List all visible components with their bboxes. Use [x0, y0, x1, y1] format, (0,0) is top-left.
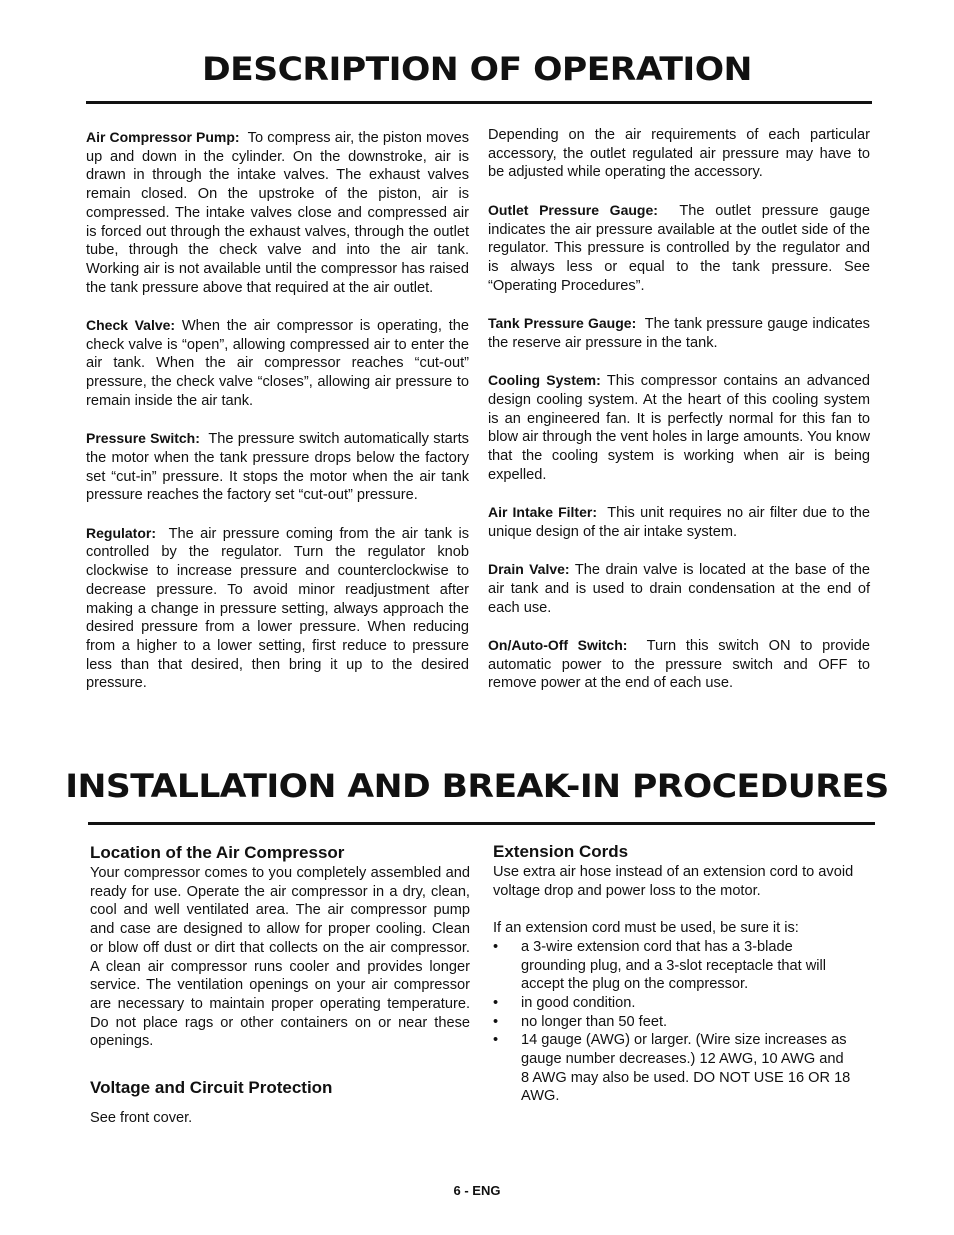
paragraph-text: The drain valve is located at the base of the air tank and is used to drain condensation at the end of each use. — [488, 562, 871, 616]
term-label: Air Intake Filter: — [488, 504, 597, 520]
paragraph-text: The air pressure coming from the air tank is controlled by the regulator. Turn the regulator knob clockwise to increase pressure and counterclockwise to decrease pressure. To avoid minor readjustment after making a change in pressure setting, always approach the desired pressure from a lower pressure. When reducing from a higher to a lower setting, first reduce to pressure less than that desired, then bring it up to the desired pressure. — [86, 525, 469, 692]
list-item — [493, 994, 855, 1013]
paragraph-voltage: See front cover. — [90, 1110, 193, 1127]
paragraph-extension-lead: If an extension cord must be used, be sure it is: — [493, 920, 799, 937]
term-label: Check Valve: — [86, 317, 176, 334]
bullet-marker: • — [493, 1032, 499, 1049]
list-item — [493, 1031, 855, 1106]
term-label: On/Auto-Off Switch: — [488, 636, 628, 653]
heading-location: Location of the Air Compressor — [90, 843, 345, 862]
paragraph-outlet-pressure-gauge — [488, 201, 870, 296]
term-label: Cooling System: — [488, 372, 601, 389]
operation-right-column — [488, 126, 870, 693]
installation-left-column — [90, 842, 470, 1128]
paragraph-drain-valve — [488, 560, 870, 617]
paragraph-location: Your compressor comes to you completely assembled and ready for use. Operate the air compressor in a dry, clean, cool and well ventilated area. The air compressor pump and case are designed to allow for proper cooling. Clean or blow off dust or dirt that collects on the air compressor. A clean air compressor runs cooler and provides longer service. The ventilation openings on your air compressor are necessary to maintain proper operating temperature. Do not place rags or other containers on or near these openings. — [90, 865, 470, 1050]
paragraph-text: The pressure switch automatically starts the motor when the tank pressure drops below the factory set “cut-in” pressure. It stops the motor when the air tank pressure reaches the factory set “cut-out” pressure. — [86, 431, 469, 504]
section-title-description-of-operation: DESCRIPTION OF OPERATION — [202, 50, 752, 88]
term-label: Outlet Pressure Gauge: — [488, 201, 658, 218]
paragraph-text: The outlet pressure gauge indicates the air pressure available at the outlet side of the regulator. This pressure is controlled by the regulator and is always less or equal to the tank pressure. See “Operating Procedures”. — [488, 202, 870, 294]
paragraph-tank-pressure-gauge — [488, 314, 870, 352]
paragraph-regulator — [86, 524, 469, 693]
paragraph-air-intake-filter — [488, 503, 870, 541]
bullet-marker: • — [493, 938, 499, 955]
paragraph-text: This unit requires no air filter due to the unique design of the air intake system. — [488, 505, 870, 540]
list-item-text: in good condition. — [521, 994, 636, 1011]
paragraph-text: The tank pressure gauge indicates the reserve air pressure in the tank. — [488, 316, 870, 351]
heading-extension-cords: Extension Cords — [493, 842, 629, 861]
bullet-marker: • — [493, 994, 499, 1011]
term-label: Tank Pressure Gauge: — [488, 315, 637, 331]
list-item-text: no longer than 50 feet. — [521, 1013, 668, 1030]
operation-left-column — [86, 128, 469, 693]
paragraph-text: Depending on the air requirements of each particular accessory, the outlet regulated air pressure may have to be adjusted while operating the accessory. — [488, 127, 870, 181]
paragraph-text: Turn this switch ON to provide automatic power to the pressure switch and OFF to remove power at the end of each use. — [488, 637, 870, 692]
title-divider — [88, 822, 875, 825]
paragraph-on-auto-off-switch — [488, 636, 870, 693]
paragraph-text: To compress air, the piston moves up and down in the cylinder. On the downstroke, air is drawn in through the intake valves. The exhaust valves remain closed. On the upstroke of the piston, air is compressed. The intake valves close and compressed air is forced out through the exhaust valves, through the outlet tube, through the check valve and into the air tank. Working air is not available until the compressor has raised the tank pressure above that required at the air outlet. — [86, 130, 469, 296]
term-label: Drain Valve: — [488, 561, 570, 578]
paragraph-air-compressor-pump — [86, 128, 469, 297]
term-label: Pressure Switch: — [86, 430, 200, 447]
extension-requirements-list — [493, 938, 855, 1106]
list-item-text: a 3-wire extension cord that has a 3-blade grounding plug, and a 3-slot receptacle that will accept the plug on the compressor. — [521, 938, 827, 993]
paragraph-extension-intro: Use extra air hose instead of an extension cord to avoid voltage drop and power loss to the motor. — [493, 864, 854, 899]
title-divider — [86, 101, 872, 104]
list-item — [493, 1013, 855, 1032]
section-title-installation: INSTALLATION AND BREAK-IN PROCEDURES — [65, 767, 889, 805]
paragraph-check-valve — [86, 316, 469, 411]
heading-voltage: Voltage and Circuit Protection — [90, 1078, 333, 1098]
paragraph-text: This compressor contains an advanced design cooling system. At the heart of this cooling system is an engineered fan. It is perfectly normal for this fan to blow air through the vent holes in large amounts. You know that the cooling system is working when air is being expelled. — [488, 373, 870, 483]
bullet-marker: • — [493, 1013, 499, 1030]
paragraph-accessory-pressure — [488, 126, 870, 182]
term-label: Air Compressor Pump: — [86, 129, 240, 145]
paragraph-cooling-system — [488, 371, 870, 484]
installation-right-column — [493, 841, 855, 1106]
list-item-text: 14 gauge (AWG) or larger. (Wire size increases as gauge number decreases.) 12 AWG, 10 AWG and 8 AWG may also be used. DO NOT USE 16 OR 18 AWG. — [521, 1032, 851, 1105]
paragraph-pressure-switch — [86, 429, 469, 505]
paragraph-text: When the air compressor is operating, the check valve is “open”, allowing compressed air to enter the air tank. When the air compressor reaches “cut-out” pressure, the check valve “closes”, allowing air pressure to remain inside the air tank. — [86, 318, 469, 409]
term-label: Regulator: — [86, 524, 156, 541]
page-number: 6 - ENG — [453, 1183, 501, 1198]
list-item — [493, 938, 855, 994]
